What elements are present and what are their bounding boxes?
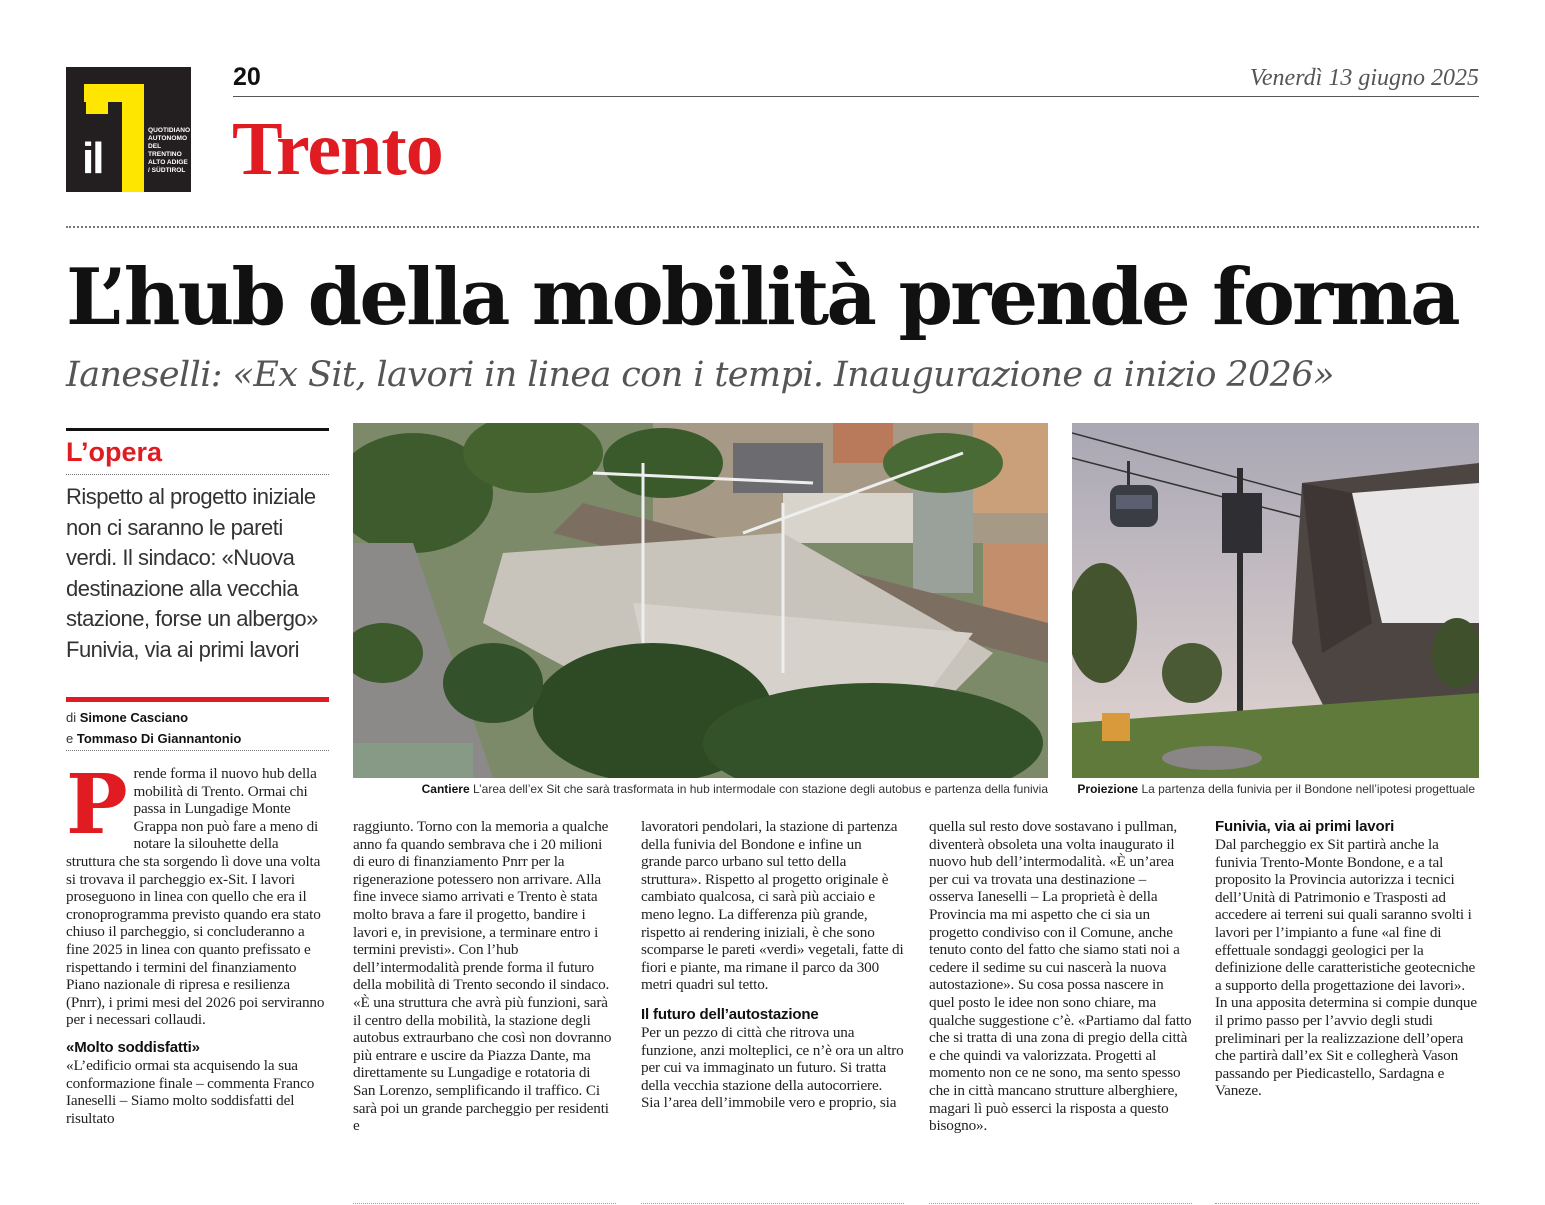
photo-caption <box>422 781 1048 797</box>
byline-dotted-divider <box>66 750 329 751</box>
sidebar-dotted-divider <box>66 474 329 475</box>
page-number: 20 <box>233 63 261 91</box>
article-column-3 <box>641 818 904 1112</box>
sidebar-red-rule <box>66 697 329 702</box>
article-paragraph: rende forma il nuovo hub della mobilità di Trento. Ormai chi passa in Lungadige Monte Grappa non può fare a meno di notare la silouhette della struttura che sta sorgendo lì dove una volta si trovava il parcheggio ex-Sit. I lavori proseguono in linea con quello che era il cronoprogramma previsto quando era stato chiuso il parcheggio, si concluderanno a fine 2025 in linea con quanto prefissato e rispettando i termini del finanziamento Piano nazionale di ripresa e resilienza (Pnrr), i primi mesi del 2026 poi serviranno per i necessari collaudi. <box>66 765 325 1029</box>
article-subheading: Il futuro dell’autostazione <box>641 1005 819 1023</box>
article-column-4 <box>929 818 1192 1135</box>
masthead-rule <box>233 96 1479 97</box>
caption-text: L’area dell’ex Sit che sarà trasformata in hub intermodale con stazione degli autobus e partenza della funivia <box>472 782 1048 796</box>
byline-prefix: e <box>66 731 74 746</box>
drop-cap: P <box>66 757 128 853</box>
caption-label: Proiezione <box>1077 782 1139 796</box>
dotted-divider <box>66 226 1479 228</box>
article-column-5 <box>1215 818 1479 1100</box>
caption-text: La partenza della funivia per il Bondone nell’ipotesi progettuale <box>1141 782 1475 796</box>
article-paragraph: Per un pezzo di città che ritrova una funzione, anzi molteplici, ce n’è ora un altro per cui va immaginato un futuro. Si tratta della vecchia stazione della autocorriere. Sia l’area dell’immobile vero e proprio, sia <box>641 1023 904 1112</box>
column-dotted-divider <box>929 1203 1192 1204</box>
article-column-1 <box>66 757 329 1127</box>
construction-site-photo <box>353 423 1048 778</box>
article-subheading: «Molto soddisfatti» <box>66 1038 200 1056</box>
article-paragraph: «L’edificio ormai sta acquisendo la sua conformazione finale – commenta Franco Ianeselli – Siamo molto soddisfatti del risultato <box>66 1056 315 1127</box>
section-title: Trento <box>232 107 443 191</box>
logo-il-text: il <box>82 134 103 183</box>
article-headline: L’hub della mobilità prende forma <box>66 252 1458 343</box>
author-name: Simone Casciano <box>79 710 189 725</box>
caption-label: Cantiere <box>421 782 470 796</box>
sidebar-summary: Rispetto al progetto iniziale non ci saranno le pareti verdi. Il sindaco: «Nuova destinazione alla vecchia stazione, forse un albergo» Funivia, via ai primi lavori <box>66 484 318 662</box>
article-paragraph: quella sul resto dove sostavano i pullman, diventerà obsoleta una volta inaugurato il nuovo hub dell’intermodalità. «È un’area per cui va trovata una destinazione – osserva Ianeselli – La proprietà è della Provincia ma mi aspetto che ci sia un progetto condiviso con il Comune, anche tenuto conto del fatto che siamo stati noi a cedere il sedime su cui nascerà la nuova autostazione». Su cosa possa nascere in quel posto le idee non sono chiare, ma qualche suggestione c’è. «Partiamo dal fatto che si tratta di una zona di pregio della città e che quindi va valorizzata. Progetti al momento non ce ne sono, ma sento spesso che in città mancano strutture alberghiere, magari lì può esserci la risposta a questo bisogno». <box>929 818 1192 1135</box>
column-dotted-divider <box>353 1203 616 1204</box>
author-name: Tommaso Di Giannantonio <box>76 731 242 746</box>
article-subheading: Funivia, via ai primi lavori <box>1215 818 1395 835</box>
article-paragraph: Dal parcheggio ex Sit partirà anche la funivia Trento-Monte Bondone, e a tal proposito la Provincia autorizza i tecnici dell’Unità di Patrimonio e Trasposti ad accedere ai terreni sui quali saranno svolti i lavori per l’impianto a fune «al fine di effettuale sondaggi geologici per la definizione delle caratteristiche geotecniche a supporto della progettazione dei lavori». <box>1215 836 1476 994</box>
logo-tagline: QUOTIDIANO AUTONOMO DEL TRENTINO ALTO ADIGE / SÜDTIROL <box>148 127 191 174</box>
column-dotted-divider <box>641 1203 904 1204</box>
byline-prefix: di <box>66 710 77 725</box>
sidebar-rule <box>66 428 329 431</box>
article-subheadline: Ianeselli: «Ex Sit, lavori in linea con i tempi. Inaugurazione a inizio 2026» <box>66 355 1334 395</box>
sidebar-title: L’opera <box>66 437 163 467</box>
newspaper-logo <box>66 67 191 192</box>
column-dotted-divider <box>1215 1203 1479 1204</box>
article-paragraph: raggiunto. Torno con la memoria a qualche anno fa quando sembrava che i 20 milioni di euro di finanziamento Pnrr per la rigenerazione potessero non arrivare. Alla fine invece siamo arrivati e Trento è stata molto brava a fare il progetto, bandire i lavori e, in previsione, a terminare entro i termini previsti». Con l’hub dell’intermodalità prende forma il futuro della mobilità di Trento secondo il sindaco. «È una struttura che avrà più funzioni, sarà il centro della mobilità, la stazione degli autobus extraurbano che così non dovranno più entrare e uscire da Piazza Dante, ma direttamente su Lungadige e rotatoria di San Lorenzo, semplificando il traffico. Ci sarà poi un grande parcheggio per residenti e <box>353 818 612 1135</box>
issue-date: Venerdì 13 giugno 2025 <box>1249 65 1479 91</box>
photo-caption <box>1077 781 1475 797</box>
cable-car-rendering <box>1072 423 1479 778</box>
article-column-2 <box>353 818 616 1135</box>
article-paragraph: In una apposita determina si compie dunque il primo passo per l’avvio degli studi preliminari per la realizzazione dell’opera che partirà dall’ex Sit e collegherà Vason passando per Piedicastello, Sardagna e Vaneze. <box>1215 994 1477 1100</box>
byline <box>66 707 241 749</box>
article-paragraph: lavoratori pendolari, la stazione di partenza della funivia del Bondone e infine un grande parco urbano sul tetto della struttura». Rispetto al progetto originale è cambiato qualcosa, ci sarà più acciaio e meno legno. La differenza più grande, rispetto ai rendering iniziali, è che sono scomparse le pareti «verdi» vegetali, fatte di fiori e piante, ma rimane il parco da 300 metri quadri sul tetto. <box>641 818 904 994</box>
